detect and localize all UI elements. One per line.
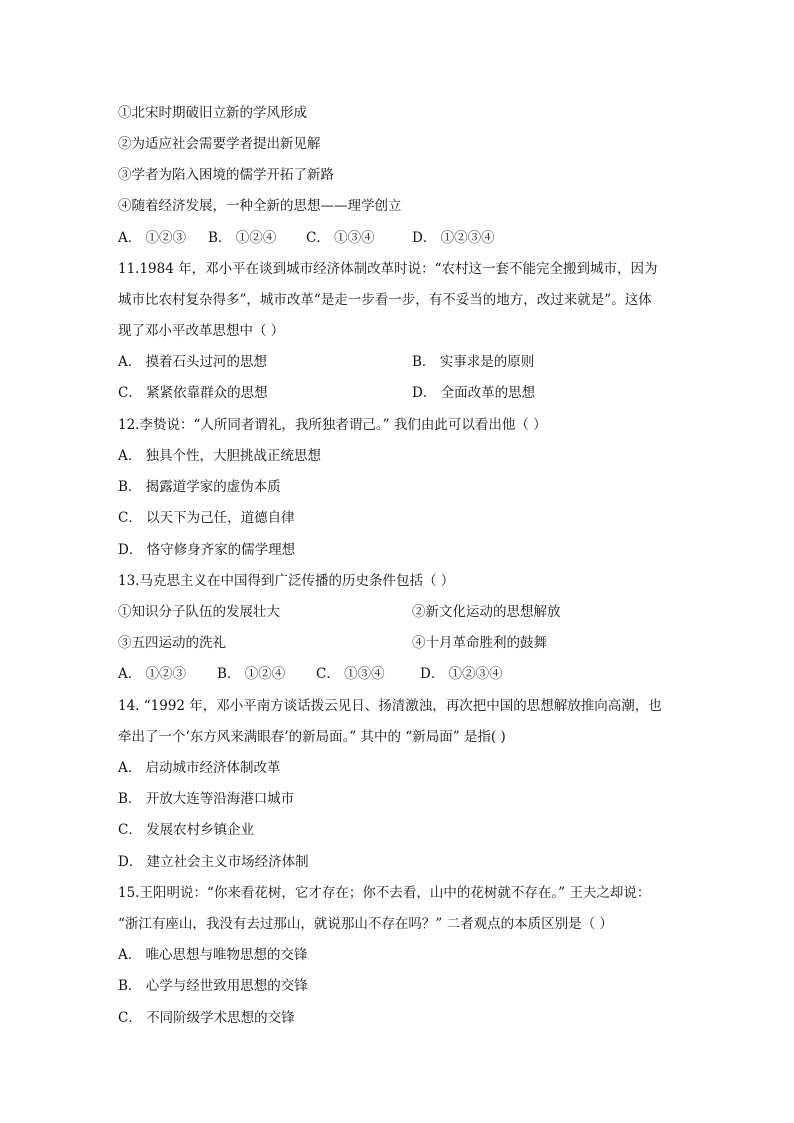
q13-option-c: C． ①③④ <box>316 666 385 682</box>
q12-option-b: B． 揭露道学家的虚伪本质 <box>118 479 281 495</box>
q13-item-1: ①知识分子队伍的发展壮大 <box>118 604 280 620</box>
q10-option-d: D． ①②③④ <box>412 230 495 246</box>
q10-option-b: B． ①②④ <box>208 230 277 246</box>
q14-option-b: B． 开放大连等沿海港口城市 <box>118 791 295 807</box>
q15-stem-line-2: “浙江有座山，我没有去过那山，就说那山不存在吗？” 二者观点的本质区别是（ ） <box>118 916 613 932</box>
q11-stem-line-2: 城市比农村复杂得多”，城市改革“是走一步看一步，有不妥当的地方，改过来就是”。这体 <box>118 292 652 308</box>
q10-option-a: A． ①②③ <box>118 230 187 246</box>
q14-option-d: D． 建立社会主义市场经济体制 <box>118 854 309 870</box>
q11-stem-line-1: 11.1984 年，邓小平在谈到城市经济体制改革时说：“农村这一套不能完全搬到城市，因为 <box>118 261 658 277</box>
q12-stem: 12.李贽说：“人所同者谓礼，我所独者谓己。” 我们由此可以看出他（ ） <box>118 417 547 433</box>
q12-option-a: A． 独具个性，大胆挑战正统思想 <box>118 448 322 464</box>
q12-option-c: C． 以天下为己任，道德自律 <box>118 510 295 526</box>
q14-option-a: A． 启动城市经济体制改革 <box>118 760 281 776</box>
q13-item-2: ②新文化运动的思想解放 <box>412 604 561 620</box>
q14-stem-line-2: 牵出了一个‘东方风来满眼春’的新局面。” 其中的 “新局面” 是指( ) <box>118 729 506 745</box>
q14-option-c: C． 发展农村乡镇企业 <box>118 822 255 838</box>
q11-option-a: A． 摸着石头过河的思想 <box>118 354 268 370</box>
q10-item-4: ④随着经济发展，一种全新的思想——理学创立 <box>118 198 402 214</box>
q13-option-a: A． ①②③ <box>118 666 187 682</box>
q11-option-c: C． 紧紧依靠群众的思想 <box>118 385 268 401</box>
q15-option-c: C． 不同阶级学术思想的交锋 <box>118 1010 295 1026</box>
q10-option-c: C． ①③④ <box>306 230 375 246</box>
q15-stem-line-1: 15.王阳明说：“你来看花树，它才存在；你不去看，山中的花树就不存在。” 王夫之却说： <box>118 885 651 901</box>
q13-item-4: ④十月革命胜利的鼓舞 <box>412 635 547 651</box>
q13-stem: 13.马克思主义在中国得到广泛传播的历史条件包括（ ） <box>118 573 455 589</box>
q13-option-b: B． ①②④ <box>217 666 286 682</box>
q14-stem-line-1: 14. “1992 年，邓小平南方谈话拨云见日、扬清激浊，再次把中国的思想解放推向高潮，也 <box>118 698 662 714</box>
q15-option-a: A． 唯心思想与唯物思想的交锋 <box>118 947 308 963</box>
q11-option-b: B． 实事求是的原则 <box>412 354 535 370</box>
q11-option-d: D． 全面改革的思想 <box>412 385 536 401</box>
q10-item-3: ③学者为陷入困境的儒学开拓了新路 <box>118 167 334 183</box>
q10-item-1: ①北宋时期破旧立新的学风形成 <box>118 105 307 121</box>
q11-stem-line-3: 现了邓小平改革思想中（ ） <box>118 323 285 339</box>
q13-item-3: ③五四运动的洗礼 <box>118 635 226 651</box>
q10-item-2: ②为适应社会需要学者提出新见解 <box>118 136 321 152</box>
q12-option-d: D． 恪守修身齐家的儒学理想 <box>118 542 296 558</box>
q15-option-b: B． 心学与经世致用思想的交锋 <box>118 978 308 994</box>
q13-option-d: D． ①②③④ <box>420 666 503 682</box>
